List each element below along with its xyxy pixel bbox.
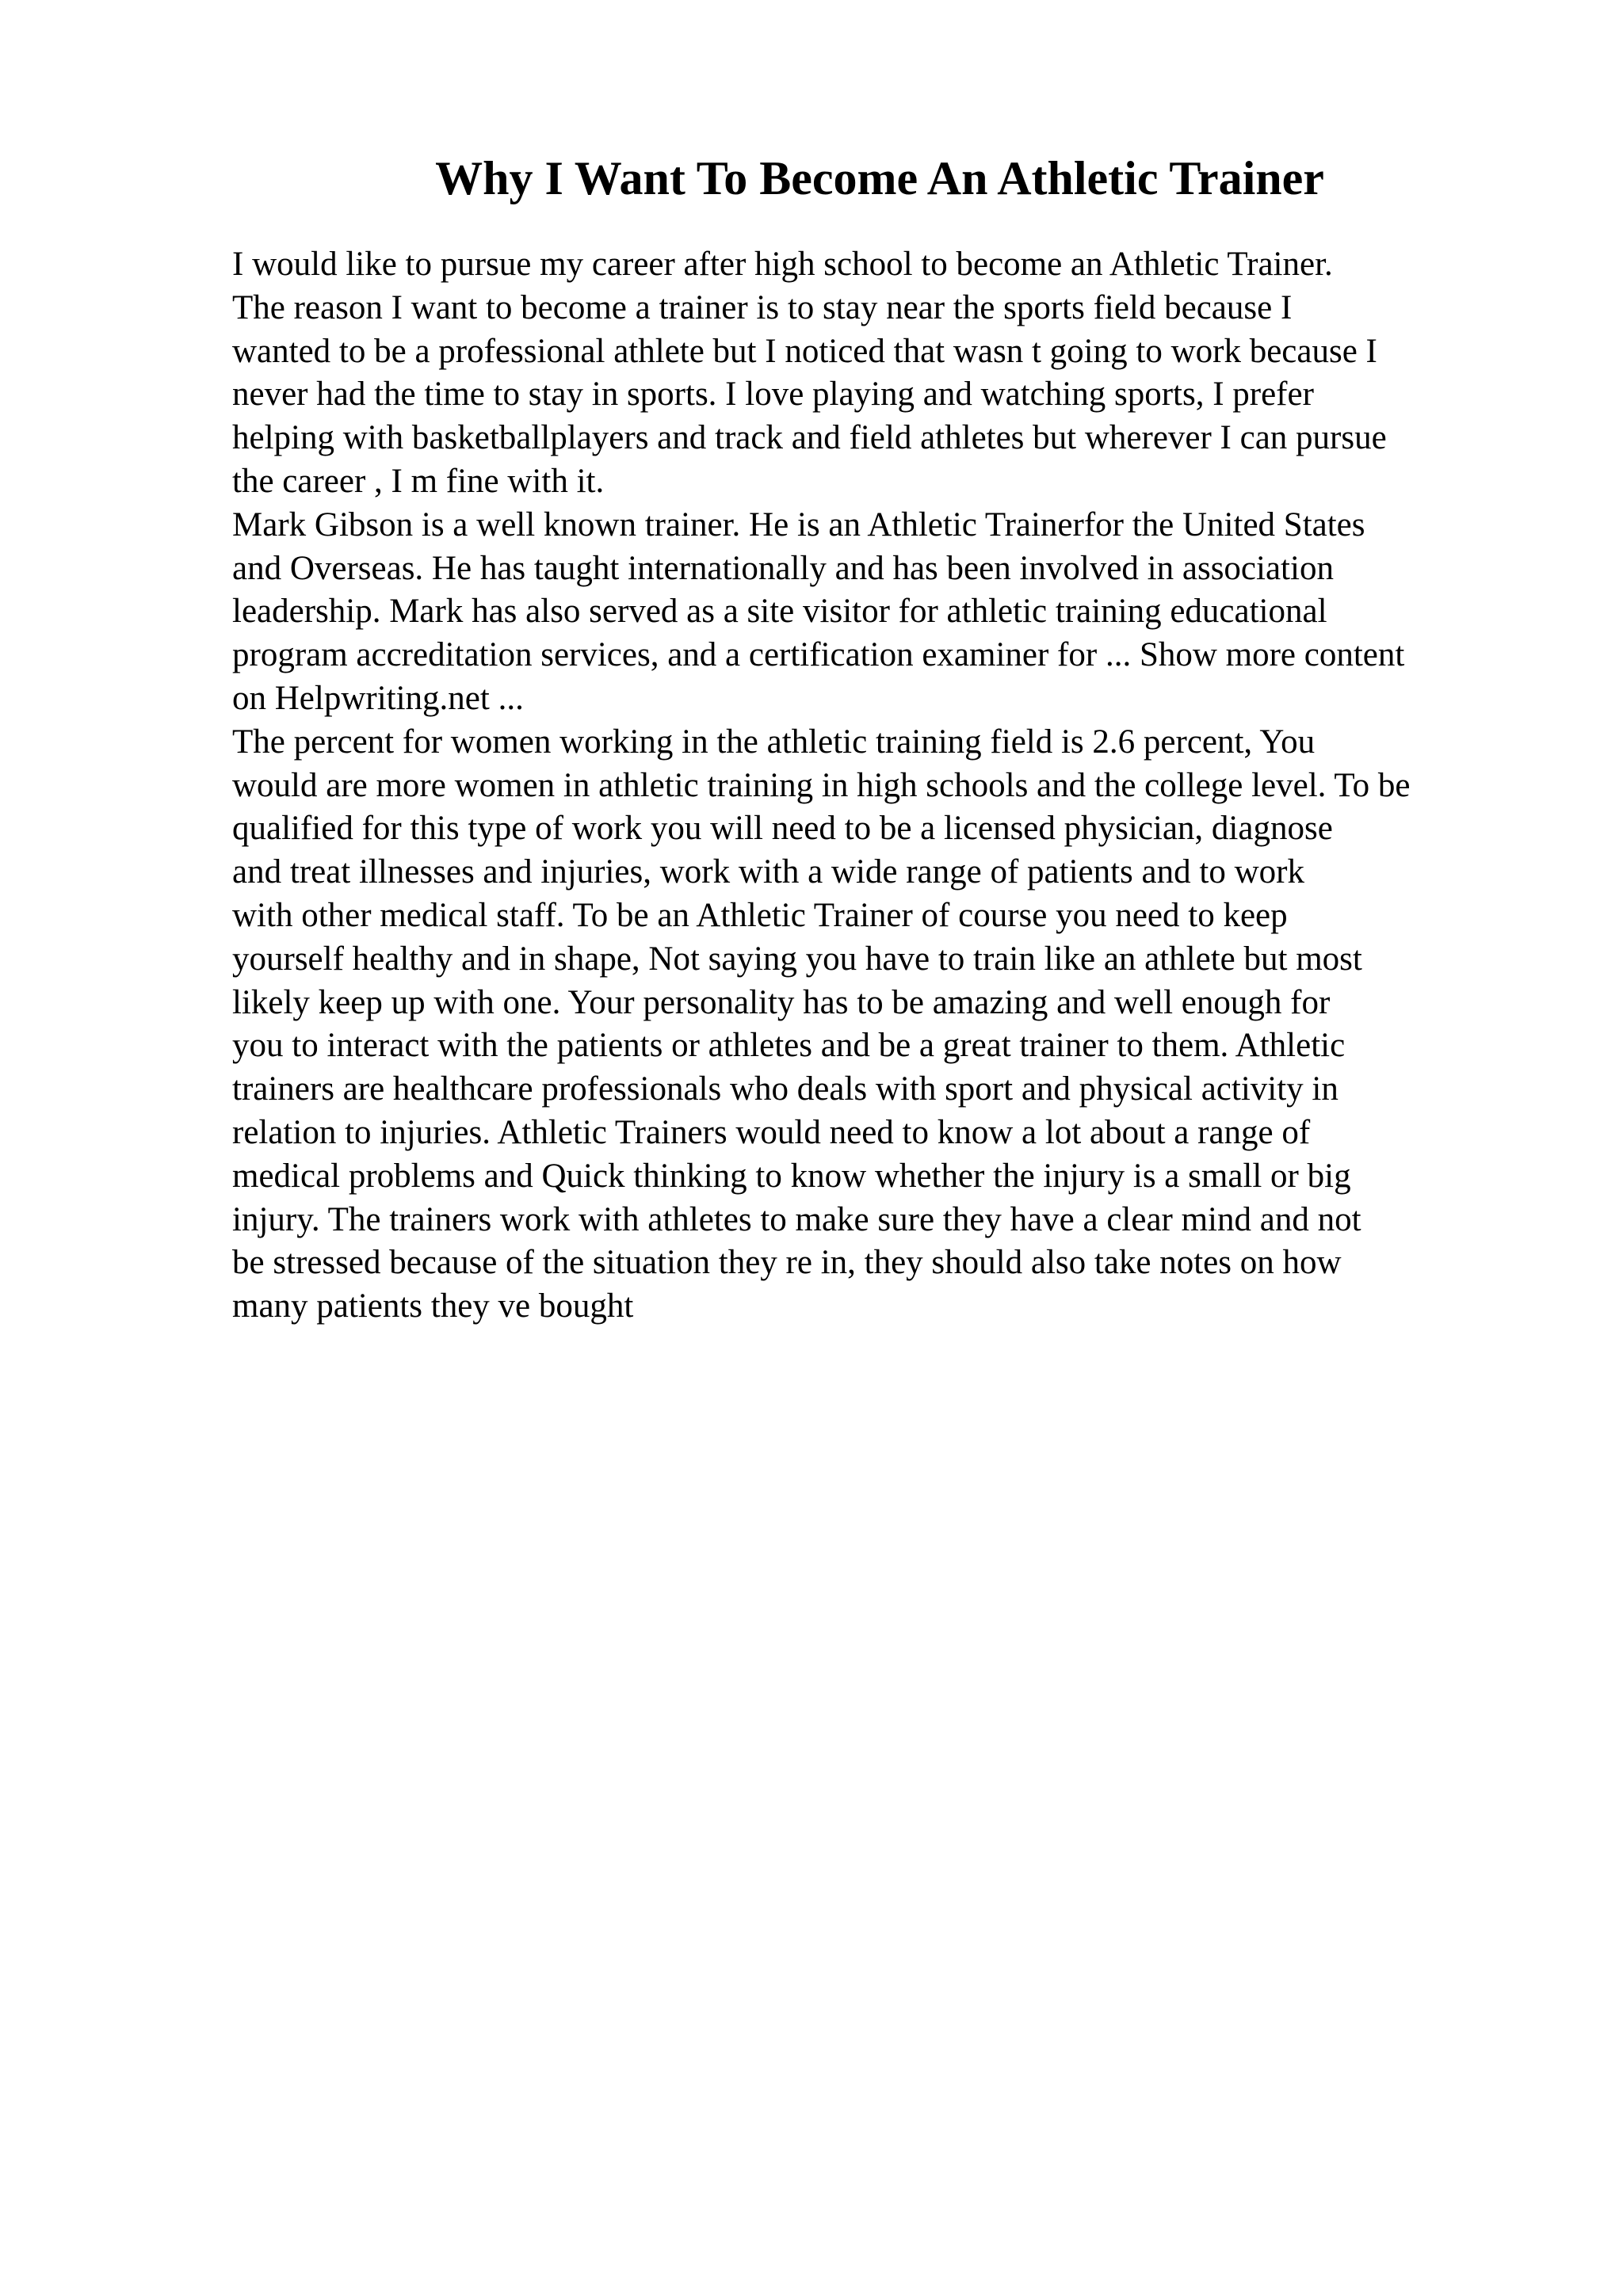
text-line: the career , I m fine with it. [232,462,605,500]
text-line: injury. The trainers work with athletes to make sure they have a clear mind and not [232,1200,1361,1238]
paragraph [232,721,1579,1329]
text-line: I would like to pursue my career after high school to become an Athletic Trainer. [232,246,1333,283]
paragraph [232,504,1579,721]
text-line: and Overseas. He has taught internationally and has been involved in association [232,549,1334,587]
text-line: likely keep up with one. Your personality has to be amazing and well enough for [232,983,1331,1021]
text-line: program accreditation services, and a certification examiner for ... Show more content [232,636,1405,674]
text-line: helping with basketballplayers and track and field athletes but wherever I can pursue [232,419,1387,457]
text-line: The percent for women working in the athletic training field is 2.6 percent, You [232,723,1316,761]
paragraph [232,243,1579,504]
text-line: on Helpwriting.net ... [232,679,524,717]
text-line: be stressed because of the situation they re in, they should also take notes on how [232,1244,1342,1282]
text-line: with other medical staff. To be an Athletic Trainer of course you need to keep [232,896,1288,934]
text-line: and treat illnesses and injuries, work with a wide range of patients and to work [232,853,1304,891]
text-line: you to interact with the patients or athletes and be a great trainer to them. Athletic [232,1027,1346,1065]
document-title: Why I Want To Become An Athletic Trainer [435,152,1324,204]
text-line: leadership. Mark has also served as a site visitor for athletic training educational [232,593,1327,631]
text-line: wanted to be a professional athlete but I noticed that wasn t going to work because I [232,332,1377,370]
text-line: never had the time to stay in sports. I love playing and watching sports, I prefer [232,376,1314,414]
text-line: The reason I want to become a trainer is to stay near the sports field because I [232,288,1293,326]
text-line: yourself healthy and in shape, Not saying you have to train like an athlete but most [232,940,1362,978]
text-line: qualified for this type of work you will need to be a licensed physician, diagnose [232,810,1333,848]
text-line: Mark Gibson is a well known trainer. He is an Athletic Trainerfor the United States [232,505,1365,543]
text-line: medical problems and Quick thinking to know whether the injury is a small or big [232,1157,1351,1195]
document-body [232,243,1579,1329]
text-line: trainers are healthcare professionals who deals with sport and physical activity in [232,1070,1338,1108]
text-line: would are more women in athletic training in high schools and the college level. To be [232,766,1411,804]
text-line: many patients they ve bought [232,1287,634,1325]
text-line: relation to injuries. Athletic Trainers would need to know a lot about a range of [232,1113,1311,1151]
